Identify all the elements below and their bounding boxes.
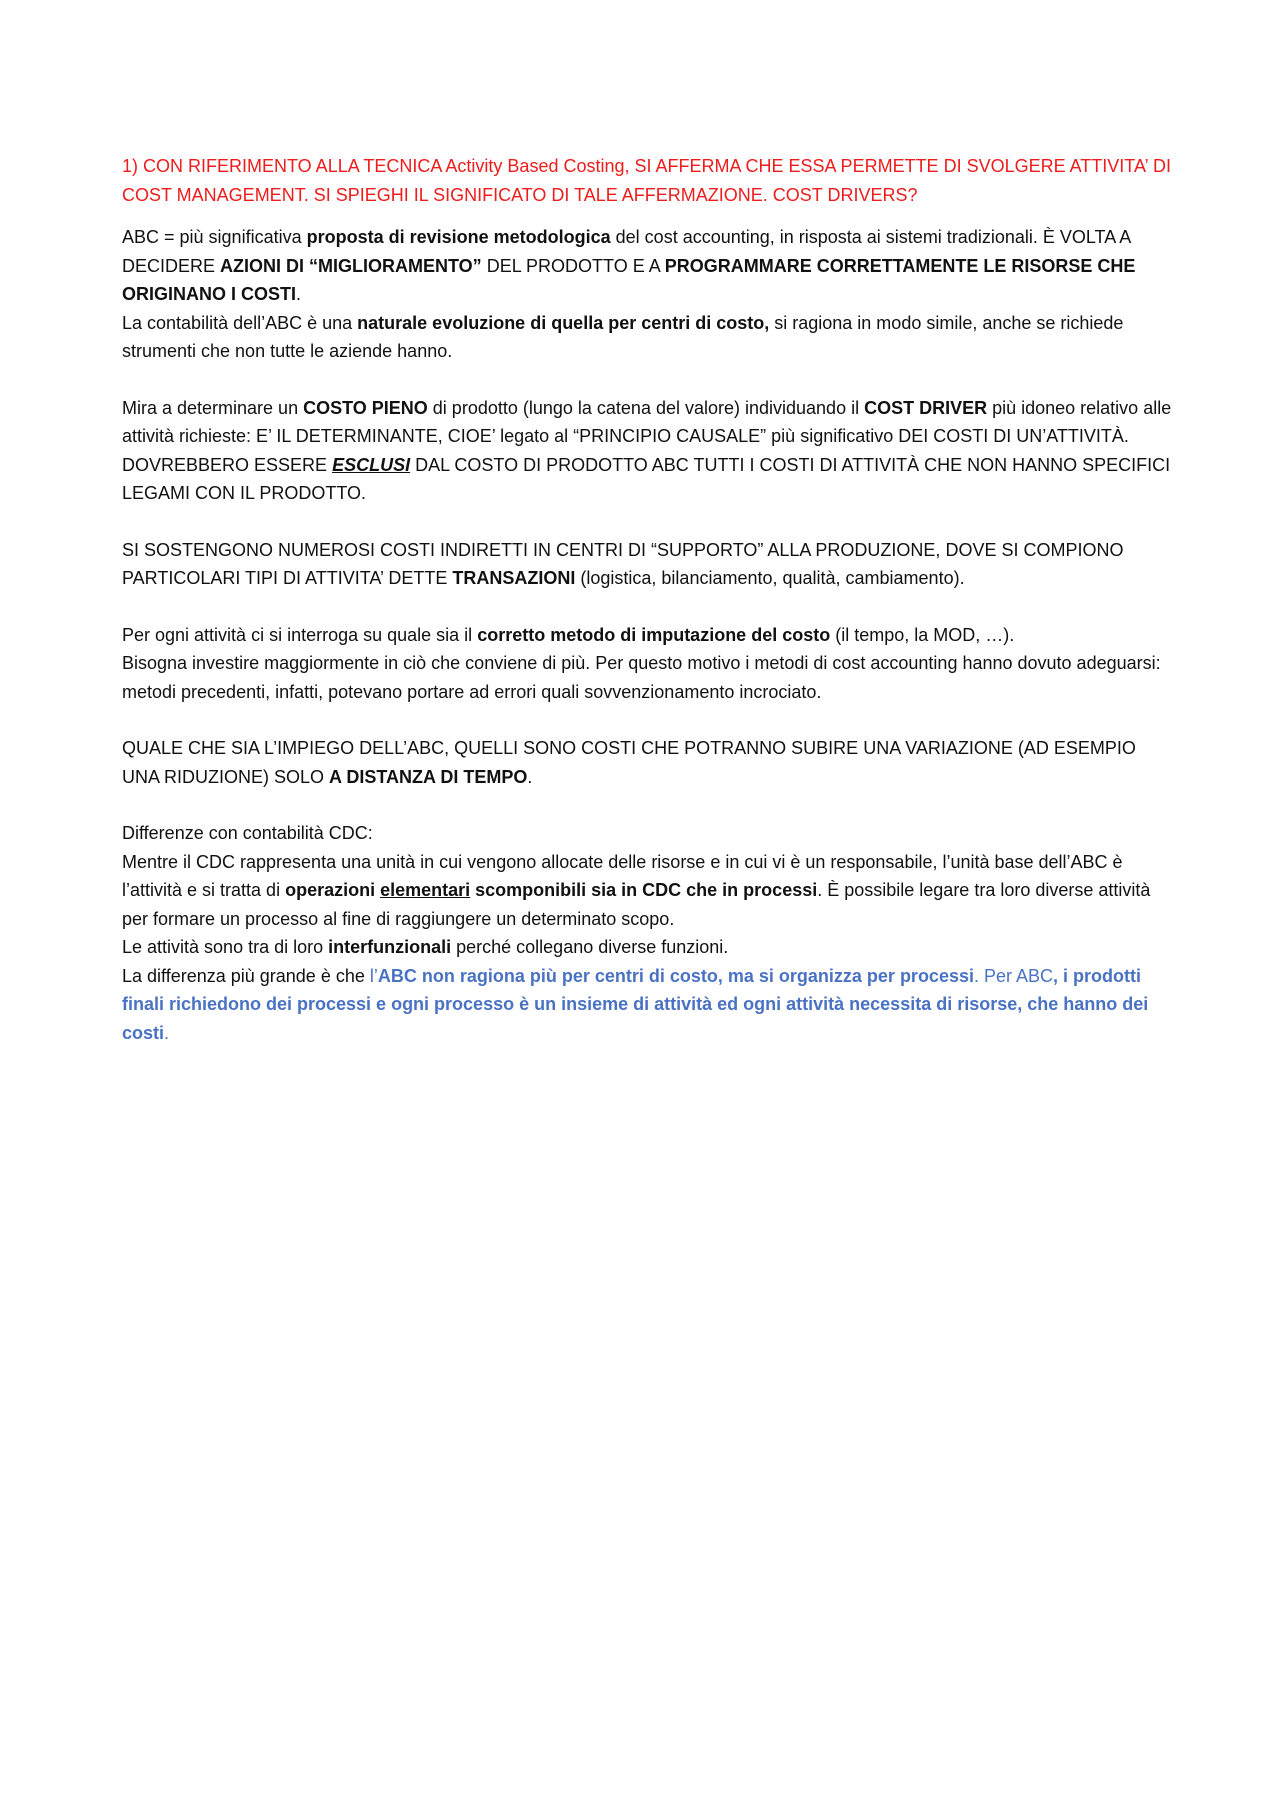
paragraph-impiego-abc xyxy=(122,734,1172,791)
bold-run: COST DRIVER xyxy=(864,397,988,418)
text-run: più idoneo relativo alle attività richieste: E’ IL DETERMINANTE, CIOE’ legato al “PRINCIPIO CAUSALE” più significativo DEI COSTI DI UN’ATTIVITÀ. DOVREBBERO ESSERE xyxy=(122,397,1172,475)
text-run: . È possibile legare tra loro diverse attività per formare un processo al fine di raggiungere un determinato scopo. xyxy=(122,880,1151,929)
text-run: La contabilità dell’ABC è una xyxy=(122,312,358,333)
underline-run: ESCLUSI xyxy=(332,454,411,475)
bold-run: operazioni xyxy=(285,880,381,900)
bold-underline-run xyxy=(380,880,470,900)
paragraph-imputazione xyxy=(122,621,1172,650)
blue-bold-run: ABC non ragiona più per centri di costo, ma si organizza per processi xyxy=(377,965,974,986)
bold-run: COSTO PIENO xyxy=(303,397,428,418)
text-run: SI SOSTENGONO NUMEROSI COSTI INDIRETTI IN CENTRI DI “SUPPORTO” ALLA PRODUZIONE, DOVE SI COMPIONO PARTICOLARI TIPI DI ATTIVITA’ DETTE xyxy=(122,539,1124,588)
question-title-text: 1) CON RIFERIMENTO ALLA TECNICA Activity Based Costing, SI AFFERMA CHE ESSA PERMETTE DI SVOLGERE ATTIVITA’ DI COST MANAGEMENT. SI SPIEGHI IL SIGNIFICATO DI TALE AFFERMAZIONE. COST DRIVERS? xyxy=(122,156,1171,205)
bold-run: corretto metodo di imputazione del costo xyxy=(477,624,831,645)
paragraph-abc-evolution xyxy=(122,309,1172,366)
text-run: La differenza più grande è che xyxy=(122,965,370,986)
document-body xyxy=(122,152,1172,1047)
italic-run xyxy=(332,455,410,475)
text-run: Mira a determinare un xyxy=(122,397,304,418)
text-run: si ragiona in modo simile, anche se richiede strumenti che non tutte le aziende hanno. xyxy=(122,312,1124,361)
paragraph-abc-definition xyxy=(122,223,1172,309)
blue-run: . Per ABC xyxy=(973,965,1054,986)
bold-run: naturale evoluzione di quella per centri di costo, xyxy=(357,312,770,333)
underline-run: elementari xyxy=(380,880,471,900)
question-title xyxy=(122,152,1172,209)
text-run: DEL PRODOTTO E A xyxy=(481,255,665,276)
text-run: (il tempo, la MOD, …). xyxy=(830,624,1015,645)
text-run: . xyxy=(296,284,302,304)
text-run: Bisogna investire maggiormente in ciò che conviene di più. Per questo motivo i metodi di cost accounting hanno dovuto adeguarsi: metodi precedenti, infatti, potevano portare ad errori quali sovvenzionamento incrociato. xyxy=(122,653,1161,702)
blue-bold-run: , i prodotti finali richiedono dei processi e ogni processo è un insieme di attività ed ogni attività necessita di risorse, che hanno dei costi xyxy=(122,965,1149,1043)
text-run: ABC = più significativa xyxy=(122,227,307,247)
paragraph-interfunzionali xyxy=(122,933,1172,962)
bold-run: PROGRAMMARE CORRETTAMENTE LE RISORSE CHE ORIGINANO I COSTI xyxy=(122,255,1136,304)
text-run: DAL COSTO DI PRODOTTO ABC TUTTI I COSTI DI ATTIVITÀ CHE NON HANNO SPECIFICI LEGAMI CON IL PRODOTTO. xyxy=(122,454,1171,503)
text-run: QUALE CHE SIA L’IMPIEGO DELL’ABC, QUELLI SONO COSTI CHE POTRANNO SUBIRE UNA VARIAZIONE (AD ESEMPIO UNA RIDUZIONE) SOLO xyxy=(122,738,1136,787)
text-run: Mentre il CDC rappresenta una unità in cui vengono allocate delle risorse e in cui vi è un responsabile, l’unità base dell’ABC è l’attività e si tratta di xyxy=(122,851,1123,900)
bold-run: interfunzionali xyxy=(328,937,452,957)
bold-run: scomponibili sia in CDC che in processi xyxy=(470,880,818,900)
bold-run: TRANSAZIONI xyxy=(452,568,576,588)
text-run: del cost accounting, in risposta ai sistemi tradizionali. È VOLTA A DECIDERE xyxy=(122,227,1131,276)
paragraph-costo-pieno xyxy=(122,394,1172,508)
text-run: perché collegano diverse funzioni. xyxy=(451,937,729,957)
text-run: . xyxy=(527,766,533,787)
text-run: Le attività sono tra di loro xyxy=(122,937,329,957)
text-run: Per ogni attività ci si interroga su quale sia il xyxy=(122,624,478,645)
paragraph-costi-indiretti xyxy=(122,536,1172,593)
bold-italic-underline-run xyxy=(332,455,410,475)
paragraph-investire xyxy=(122,649,1172,706)
paragraph-cdc-vs-abc xyxy=(122,848,1172,934)
paragraph-differenze-heading xyxy=(122,819,1172,848)
bold-run: A DISTANZA DI TEMPO xyxy=(329,766,528,787)
paragraph-differenza-grande xyxy=(122,962,1172,1048)
bold-run: proposta di revisione metodologica xyxy=(306,227,611,247)
text-run: di prodotto (lungo la catena del valore) individuando il xyxy=(427,397,865,418)
text-run: (logistica, bilanciamento, qualità, cambiamento). xyxy=(575,568,965,588)
bold-run: AZIONI DI “MIGLIORAMENTO” xyxy=(220,255,482,276)
blue-run: l’ xyxy=(369,965,378,986)
blue-run: . xyxy=(164,1022,170,1043)
text-run: Differenze con contabilità CDC: xyxy=(122,823,373,843)
